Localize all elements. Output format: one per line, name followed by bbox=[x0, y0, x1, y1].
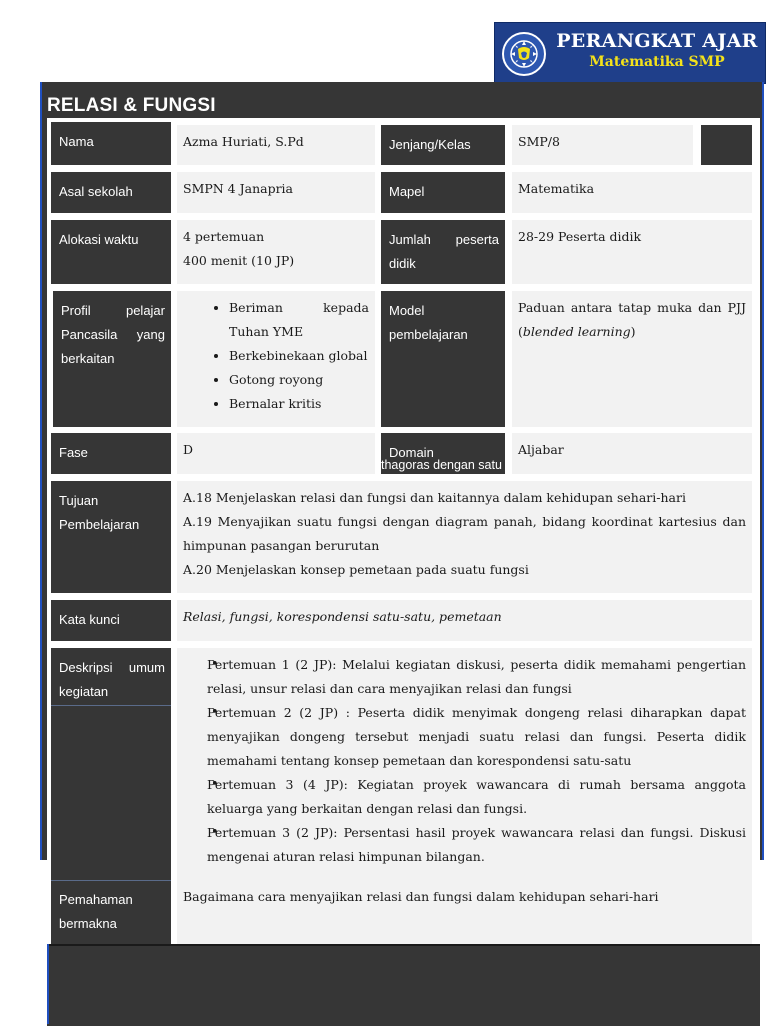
deskripsi-item: • Pertemuan 3 (4 JP): Kegiatan proyek wawancara di rumah bersama anggota keluarga yang berkaitan dengan relasi dan fungsi. bbox=[207, 773, 746, 821]
pemahaman-value: Bagaimana cara menyajikan relasi dan fungsi dalam kehidupan sehari-hari bbox=[177, 880, 752, 944]
alokasi-line2: 400 menit (10 JP) bbox=[183, 253, 295, 268]
profil-item: • Beriman kepada Tuhan YME bbox=[229, 296, 369, 344]
deskripsi-label: Deskripsi umum kegiatan bbox=[51, 648, 171, 880]
asal-label: Asal sekolah bbox=[51, 172, 171, 213]
jenjang-label: Jenjang/Kelas bbox=[381, 125, 505, 165]
profil-list bbox=[183, 296, 369, 416]
deskripsi-value bbox=[177, 648, 752, 880]
jumlah-value: 28-29 Peserta didik bbox=[512, 220, 752, 284]
header-subtitle: Matematika SMP bbox=[589, 54, 725, 70]
nama-label: Nama bbox=[51, 122, 171, 165]
mapel-value: Matematika bbox=[512, 172, 752, 213]
domain-overflow-text: thagoras dengan satu bbox=[381, 458, 502, 472]
tut-wuri-handayani-logo bbox=[501, 31, 547, 77]
pemahaman-label: Pemahaman bermakna bbox=[51, 880, 171, 944]
empty-dark-cell bbox=[701, 125, 752, 165]
mapel-label: Mapel bbox=[381, 172, 505, 213]
kata-kunci-label: Kata kunci bbox=[51, 600, 171, 641]
deskripsi-list bbox=[183, 653, 746, 869]
tujuan-item: A.19 Menyajikan suatu fungsi dengan diagram panah, bidang koordinat kartesius dan himpunan pasangan berurutan bbox=[183, 514, 746, 553]
kata-kunci-value: Relasi, fungsi, korespondensi satu-satu, pemetaan bbox=[177, 600, 752, 641]
profil-item: • Berkebinekaan global bbox=[229, 344, 369, 368]
model-text-end: ) bbox=[630, 324, 636, 339]
asal-value: SMPN 4 Janapria bbox=[177, 172, 375, 213]
tujuan-label: Tujuan Pembelajaran bbox=[51, 481, 171, 593]
domain-label: Domain bbox=[381, 433, 505, 474]
alokasi-value bbox=[177, 220, 375, 284]
tujuan-item: A.18 Menjelaskan relasi dan fungsi dan kaitannya dalam kehidupan sehari-hari bbox=[183, 490, 686, 505]
model-text: Paduan antara tatap muka dan PJJ ( bbox=[518, 300, 746, 339]
frame-edge bbox=[40, 82, 42, 860]
alokasi-label: Alokasi waktu bbox=[51, 220, 171, 284]
deskripsi-item: • Pertemuan 2 (2 JP) : Peserta didik menyimak dongeng relasi diharapkan dapat menyajikan dongeng tersebut menjadi suatu relasi dan fungsi. Peserta didik memahami tentang konsep pemetaan dan korespondensi satu-satu bbox=[207, 701, 746, 773]
footer-block bbox=[47, 944, 760, 1026]
document-title: RELASI & FUNGSI bbox=[47, 95, 216, 116]
profil-item: • Bernalar kritis bbox=[229, 392, 369, 416]
tujuan-item: A.20 Menjelaskan konsep pemetaan pada suatu fungsi bbox=[183, 562, 529, 577]
model-text-italic: blended learning bbox=[522, 324, 631, 339]
fase-label: Fase bbox=[51, 433, 171, 474]
alokasi-line1: 4 pertemuan bbox=[183, 229, 265, 244]
profil-value bbox=[177, 291, 375, 427]
fase-value: D bbox=[177, 433, 375, 474]
header-badge bbox=[494, 22, 766, 84]
tujuan-value bbox=[177, 481, 752, 593]
model-value bbox=[512, 291, 752, 427]
jenjang-value: SMP/8 bbox=[512, 125, 693, 165]
divider bbox=[51, 880, 171, 881]
frame-edge bbox=[47, 944, 49, 1024]
divider bbox=[51, 705, 171, 706]
nama-value: Azma Huriati, S.Pd bbox=[177, 125, 375, 165]
deskripsi-item: • Pertemuan 1 (2 JP): Melalui kegiatan diskusi, peserta didik memahami pengertian relasi, unsur relasi dan cara menyajikan relasi dan fungsi bbox=[207, 653, 746, 701]
jumlah-label: Jumlah peserta didik bbox=[381, 220, 505, 284]
frame-edge bbox=[762, 82, 764, 860]
model-label: Model pembelajaran bbox=[381, 291, 505, 427]
profil-label: Profil pelajar Pancasila yang berkaitan bbox=[53, 291, 171, 427]
profil-item: • Gotong royong bbox=[229, 368, 369, 392]
header-title: PERANGKAT AJAR bbox=[556, 30, 758, 52]
deskripsi-item: • Pertemuan 3 (2 JP): Persentasi hasil proyek wawancara relasi dan fungsi. Diskusi mengenai aturan relasi himpunan bilangan. bbox=[207, 821, 746, 869]
domain-value: Aljabar bbox=[512, 433, 752, 474]
